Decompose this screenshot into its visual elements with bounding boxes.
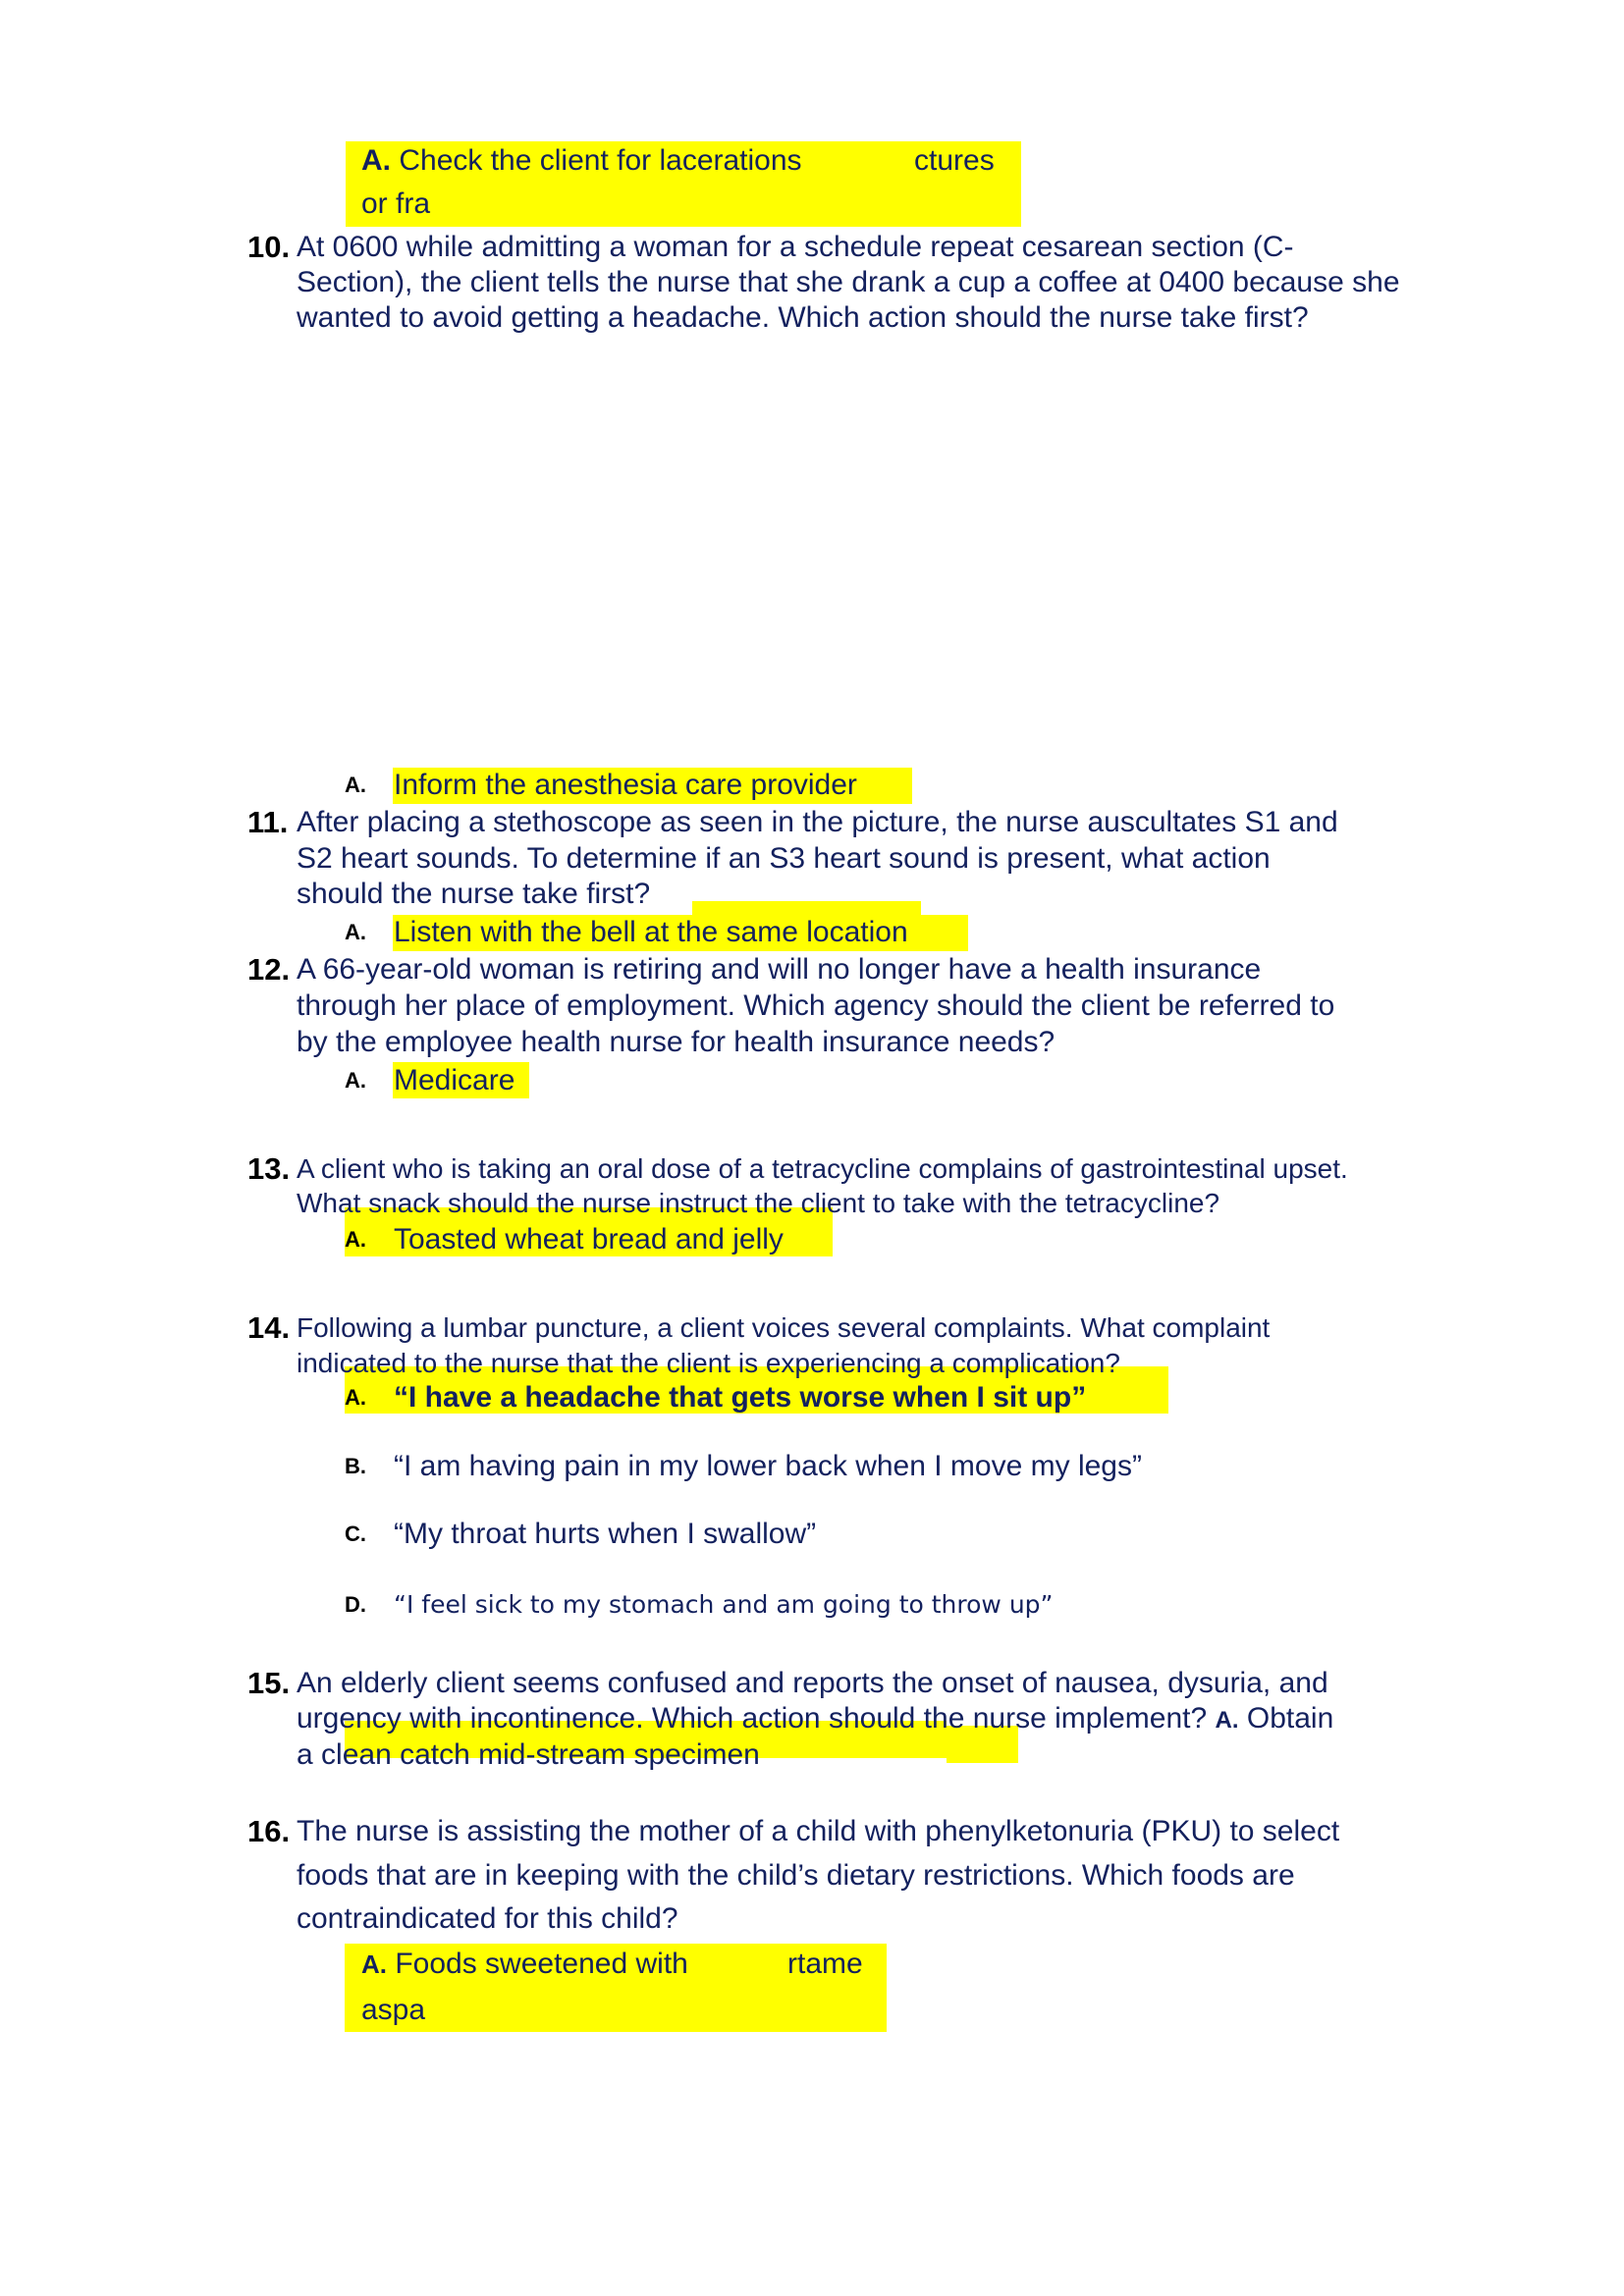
answer-line <box>361 1947 688 1982</box>
question-number: 12. <box>247 952 291 987</box>
question-text: wanted to avoid getting a headache. Which action should the nurse take first? <box>297 301 1309 334</box>
option-text: “I am having pain in my lower back when I move my legs” <box>394 1450 1142 1482</box>
question-number: 14. <box>247 1310 291 1345</box>
option-text: “My throat hurts when I swallow” <box>394 1518 817 1550</box>
question-text: by the employee health nurse for health insurance needs? <box>297 1026 1056 1058</box>
question-text: should the nurse take first? <box>297 878 651 910</box>
answer-text: Check the client for lacerations <box>399 144 802 177</box>
answer-text: or fra <box>361 187 431 220</box>
question-text: At 0600 while admitting a woman for a schedule repeat cesarean section (C- <box>297 231 1294 263</box>
question-text: Following a lumbar puncture, a client voices several complaints. What complaint <box>297 1312 1271 1343</box>
question-text: After placing a stethoscope as seen in the picture, the nurse auscultates S1 and <box>297 806 1338 838</box>
answer-line <box>297 1737 760 1773</box>
question-line <box>297 1701 1333 1736</box>
question-number: 13. <box>247 1151 291 1186</box>
answer-text: ctures <box>914 144 995 177</box>
question-number: 11. <box>247 805 289 839</box>
option-label: C. <box>345 1522 366 1546</box>
question-text: indicated to the nurse that the client is experiencing a complication? <box>297 1348 1120 1378</box>
option-label: A. <box>345 1385 366 1410</box>
question-text: The nurse is assisting the mother of a child with phenylketonuria (PKU) to select <box>297 1815 1340 1847</box>
answer-label: A. <box>361 1949 387 1979</box>
question-text: What snack should the nurse instruct the client to take with the tetracycline? <box>297 1188 1220 1218</box>
answer-label: A. <box>345 920 366 944</box>
question-number: 16. <box>247 1814 291 1848</box>
question-text: through her place of employment. Which agency should the client be referred to <box>297 989 1335 1022</box>
question-number: 10. <box>247 230 291 264</box>
option-label: D. <box>345 1592 366 1617</box>
answer-text: Medicare <box>394 1064 515 1096</box>
option-text: “I have a headache that gets worse when I sit up” <box>394 1381 1087 1414</box>
answer-text: a c <box>297 1738 337 1771</box>
question-text: An elderly client seems confused and reports the onset of nausea, dysuria, and <box>297 1667 1328 1699</box>
answer-label: A. <box>345 1068 366 1093</box>
answer-text: lean catch mid-stream specimen <box>336 1738 760 1771</box>
answer-text: Inform the anesthesia care provider <box>394 769 857 801</box>
question-text: A client who is taking an oral dose of a tetracycline complains of gastrointestinal upset. <box>297 1153 1348 1184</box>
answer-label: A. <box>345 773 366 797</box>
question-text: contraindicated for this child? <box>297 1902 678 1935</box>
question-text: urgency with incontinence. Which action should the nurse implement? <box>297 1702 1208 1735</box>
answer-text: Foods sweetened with <box>395 1948 688 1980</box>
answer-text: Obtain <box>1246 1702 1334 1735</box>
question-text: S2 heart sounds. To determine if an S3 heart sound is present, what action <box>297 842 1271 875</box>
answer-highlight <box>692 901 921 915</box>
question-text: foods that are in keeping with the child’s dietary restrictions. Which foods are <box>297 1859 1295 1892</box>
option-label: B. <box>345 1454 366 1478</box>
answer-text: Listen with the bell at the same location <box>394 916 908 948</box>
answer-label: A. <box>1215 1707 1239 1734</box>
question-number: 15. <box>247 1666 291 1700</box>
answer-line <box>361 143 802 179</box>
answer-text: aspa <box>361 1994 426 2026</box>
answer-label: A. <box>361 144 391 177</box>
question-text: A 66-year-old woman is retiring and will no longer have a health insurance <box>297 953 1262 986</box>
question-text: Section), the client tells the nurse that she drank a cup a coffee at 0400 because she <box>297 266 1400 298</box>
option-text: “I feel sick to my stomach and am going to throw up” <box>394 1590 1054 1619</box>
answer-text: Toasted wheat bread and jelly <box>394 1223 784 1255</box>
answer-label: A. <box>345 1227 366 1252</box>
answer-text: rtame <box>787 1948 863 1980</box>
